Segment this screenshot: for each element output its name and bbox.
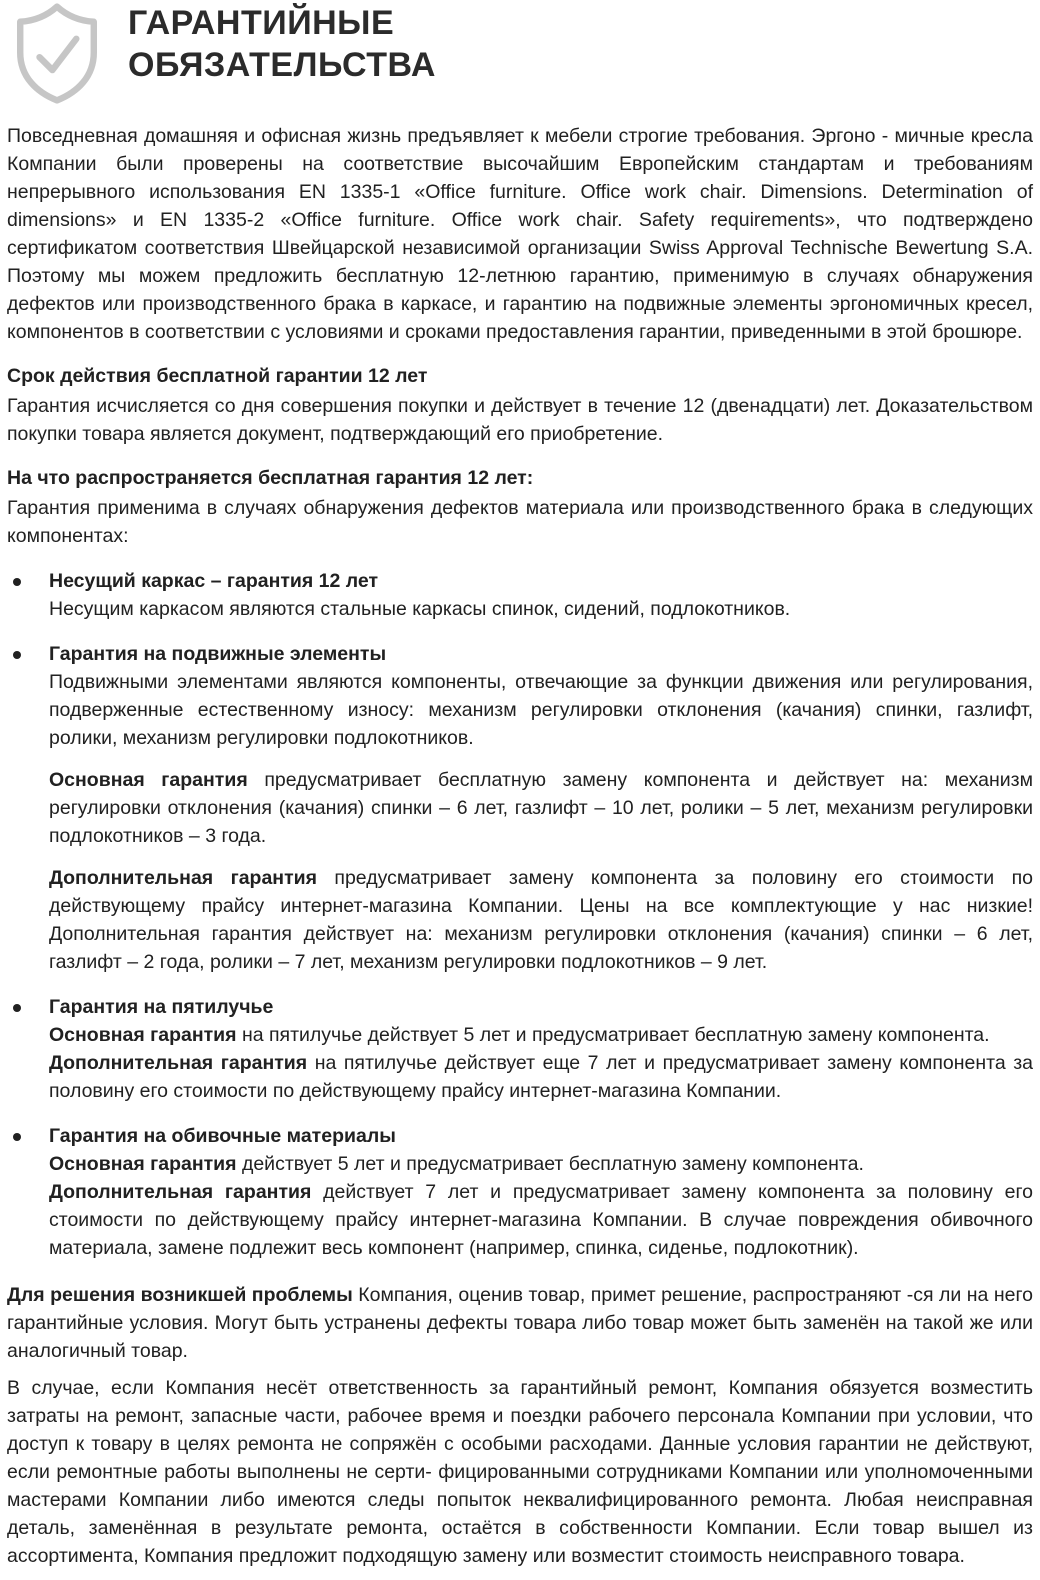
text-run: Компания, оценив товар, примет решение, распространяют -ся ли на него гарантийные условия. Могут быть устранены дефекты товара либо товар может быть заменён на такой же или аналогичный товар. — [7, 1284, 1033, 1362]
section-heading: На что распространяется бесплатная гарантия 12 лет: — [7, 467, 534, 489]
text-run: Подвижными элементами являются компоненты, отвечающие за функции движения или регулирования, подверженные естественному износу: механизм регулировки отклонения (качания) спинки, газлифт, ролики, механизм регулировки подлокотников. — [49, 671, 1033, 749]
bullet-item — [7, 567, 1033, 623]
bullet-content — [49, 993, 1033, 1105]
bullet-title: Гарантия на подвижные элементы — [49, 643, 387, 665]
text-run: на пятилучье действует 5 лет и предусматривает бесплатную замену компонента. — [241, 1024, 990, 1046]
bold-text-run: Дополнительная гарантия — [49, 1052, 315, 1074]
bullet-paragraph — [49, 766, 1033, 850]
bullet-paragraph — [49, 1049, 1033, 1105]
paragraph — [7, 392, 1033, 448]
text-run: на пятилучье действует еще 7 лет и предусматривает замену компонента за половину его стоимости по действующему прайсу интернет-магазина Компании. — [49, 1052, 1034, 1102]
bullet-title: Гарантия на пятилучье — [49, 996, 274, 1018]
bullet-paragraph — [49, 1021, 1033, 1049]
bold-text-run: Основная гарантия — [49, 769, 265, 791]
paragraph — [7, 1281, 1033, 1365]
text-run: Несущим каркасом являются стальные каркасы спинок, сидений, подлокотников. — [49, 598, 791, 620]
text-run: Гарантия применима в случаях обнаружения дефектов материала или производственного брака в следующих компонентах: — [7, 497, 1033, 547]
text-run: Повседневная домашняя и офисная жизнь предъявляет к мебели строгие требования. Эргоно - мичные кресла Компании были проверены на соответствие высочайшим Европейским стандартам и требованиям непрерывного использования EN 1335-1 «Office furniture. Office work chair. Dimensions. Determination of dimensions» и EN 1335-2 «Office furniture. Office work chair. Safety requirements», что подтверждено сертификатом соответствия Швейцарской независимой организации Swiss Approval Technische Bewertung S.A. Поэтому мы можем предложить бесплатную 12-летнюю гарантию, применимую в случаях обнаружения дефектов или производственного брака в каркасе, и гарантию на подвижные элементы эргономичных кресел, компонентов в соответствии с условиями и сроками предоставления гарантии, приведенными в этой брошюре. — [7, 125, 1033, 343]
bullet-dot-icon — [13, 1004, 21, 1012]
bullet-dot-icon — [13, 1133, 21, 1141]
page-title-line2: ОБЯЗАТЕЛЬСТВА — [128, 46, 436, 84]
text-run: предусматривает бесплатную замену компонента и действует на: механизм регулировки отклонения (качания) спинки – 6 лет, газлифт – 10 лет, ролики – 5 лет, механизм регулировки подлокотников – 3 года. — [49, 769, 1033, 847]
bullet-item — [7, 1122, 1033, 1262]
bullet-content — [49, 1122, 1033, 1262]
text-run: предусматривает замену компонента за половину его стоимости по действующему прайсу интернет-магазина Компании. Цены на все комплектующие у нас низкие! Дополнительная гарантия действует на: механизм регулировки отклонения (качания) спинки – 6 лет, газлифт – 2 года, ролики – 7 лет, механизм регулировки подлокотников – 9 лет. — [49, 867, 1033, 973]
text-run: Гарантия исчисляется со дня совершения покупки и действует в течение 12 (двенадцати) лет. Доказательством покупки товара является документ, подтверждающий его приобретение. — [7, 395, 1033, 445]
bold-text-run: Основная гарантия — [49, 1153, 242, 1175]
bullet-paragraph — [49, 595, 1033, 623]
bold-text-run: Основная гарантия — [49, 1024, 242, 1046]
warranty-content — [7, 122, 1033, 1570]
paragraph — [7, 122, 1033, 346]
shield-check-icon — [11, 2, 103, 98]
paragraph — [7, 494, 1033, 550]
text-run: В случае, если Компания несёт ответственность за гарантийный ремонт, Компания обязуется возместить затраты на ремонт, запасные части, рабочее время и поездки рабочего персонала Компании при условии, что доступ к товару в целях ремонта не сопряжён с особыми расходами. Данные условия гарантии не действуют, если ремонтные работы выполнены не серти- фицированными сотрудниками Компании или уполномоченными мастерами Компании либо имеются следы попыток неквалифицированного ремонта. Любая неисправная деталь, заменённая в результате ремонта, остаётся в собственности Компании. Если товар вышел из ассортимента, Компания предложит подходящую замену или возместит стоимость неисправного товара. — [7, 1377, 1033, 1567]
bullet-title: Несущий каркас – гарантия 12 лет — [49, 570, 379, 592]
bold-text-run: Для решения возникшей проблемы — [7, 1284, 359, 1306]
page-title-line1: ГАРАНТИЙНЫЕ — [128, 4, 395, 42]
bullet-item — [7, 993, 1033, 1105]
bullet-paragraph — [49, 864, 1033, 976]
bullet-title: Гарантия на обивочные материалы — [49, 1125, 396, 1147]
bullet-paragraph — [49, 1178, 1033, 1262]
text-run: действует 5 лет и предусматривает бесплатную замену компонента. — [241, 1153, 864, 1175]
bullet-dot-icon — [13, 651, 21, 659]
section-heading: Срок действия бесплатной гарантии 12 лет — [7, 365, 428, 387]
bullet-item — [7, 640, 1033, 976]
bullet-paragraph — [49, 668, 1033, 752]
bold-text-run: Дополнительная гарантия — [49, 1181, 324, 1203]
page-title — [128, 2, 436, 86]
bullet-paragraph — [49, 1150, 1033, 1178]
bullet-content — [49, 567, 1033, 623]
bullet-dot-icon — [13, 578, 21, 586]
bold-text-run: Дополнительная гарантия — [49, 867, 335, 889]
text-run: действует 7 лет и предусматривает замену компонента за половину его стоимости по действующему прайсу интернет-магазина Компании. В случае повреждения обивочного материала, замене подлежит весь компонент (например, спинка, сиденье, подлокотник). — [49, 1181, 1033, 1259]
bullet-content — [49, 640, 1033, 976]
paragraph — [7, 1374, 1033, 1570]
page-header — [7, 0, 1033, 98]
